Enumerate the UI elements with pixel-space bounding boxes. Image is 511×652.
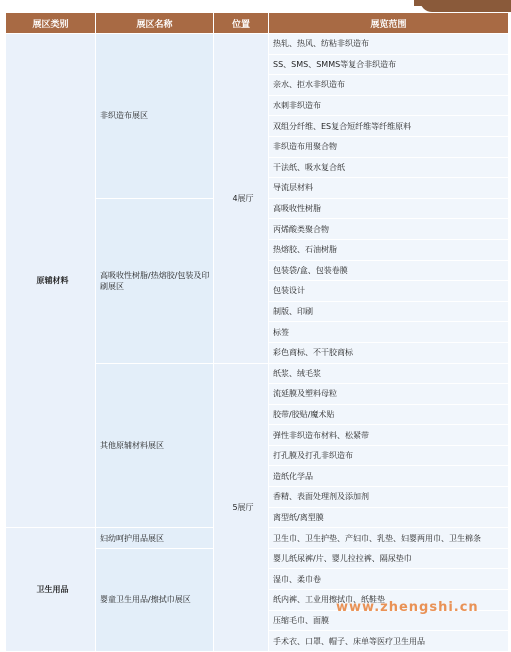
header-decoration [420,0,511,12]
scope-item: 彩色商标、不干胶商标 [269,342,509,363]
scope-item: SS、SMS、SMMS等复合非织造布 [269,54,509,75]
zone-cell: 其他原辅材料展区 [96,363,214,528]
scope-item: 纸浆、绒毛浆 [269,363,509,384]
scope-item: 湿巾、柔巾卷 [269,569,509,590]
exhibition-zone-table [5,12,509,652]
scope-item: 导流层材料 [269,178,509,199]
scope-item: 纸内裤、工业用擦拭巾、纸鞋垫 [269,590,509,611]
scope-item: 干法纸、吸水复合纸 [269,157,509,178]
scope-item: 胶带/胶贴/魔术贴 [269,404,509,425]
scope-item: 制版、印刷 [269,301,509,322]
header-position: 位置 [214,13,269,34]
scope-item: 热熔胶、石油树脂 [269,239,509,260]
zone-cell: 非织造布展区 [96,34,214,199]
scope-item: 水刺非织造布 [269,95,509,116]
scope-item: 丙烯酸类聚合物 [269,219,509,240]
scope-item: 婴儿纸尿裤/片、婴儿拉拉裤、隔尿垫巾 [269,548,509,569]
scope-item: 高吸收性树脂 [269,198,509,219]
category-cell: 卫生用品 [6,528,96,652]
scope-item: 香精、表面处理剂及添加剂 [269,487,509,508]
header-zone: 展区名称 [96,13,214,34]
scope-item: 包装袋/盒、包装卷膜 [269,260,509,281]
scope-item: 造纸化学品 [269,466,509,487]
scope-item: 弹性非织造布材料、松紧带 [269,425,509,446]
scope-item: 亲水、拒水非织造布 [269,75,509,96]
scope-item: 卫生巾、卫生护垫、产妇巾、乳垫、妇婴两用巾、卫生棉条 [269,528,509,549]
scope-item: 双组分纤维、ES复合短纤维等纤维原料 [269,116,509,137]
zone-cell: 高吸收性树脂/热熔胶/包装及印刷展区 [96,198,214,363]
zone-cell: 婴童卫生用品/擦拭巾展区 [96,548,214,651]
scope-item: 压缩毛巾、面膜 [269,610,509,631]
scope-item: 离型纸/离型膜 [269,507,509,528]
header-category: 展区类别 [6,13,96,34]
scope-item: 标签 [269,322,509,343]
zone-cell: 妇幼呵护用品展区 [96,528,214,549]
scope-item: 打孔膜及打孔非织造布 [269,445,509,466]
position-cell: 5展厅 [214,363,269,651]
table-row [6,34,509,55]
table-header-row [6,13,509,34]
header-scope: 展览范围 [269,13,509,34]
position-cell: 4展厅 [214,34,269,364]
scope-item: 非织造布用聚合物 [269,136,509,157]
category-cell: 原辅材料 [6,34,96,528]
watermark: www.zhengshi.cn [336,600,479,615]
scope-item: 手术衣、口罩、帽子、床单等医疗卫生用品 [269,631,509,652]
scope-item: 包装设计 [269,281,509,302]
scope-item: 热轧、热风、纺粘非织造布 [269,34,509,55]
scope-item: 流延膜及塑料母粒 [269,384,509,405]
